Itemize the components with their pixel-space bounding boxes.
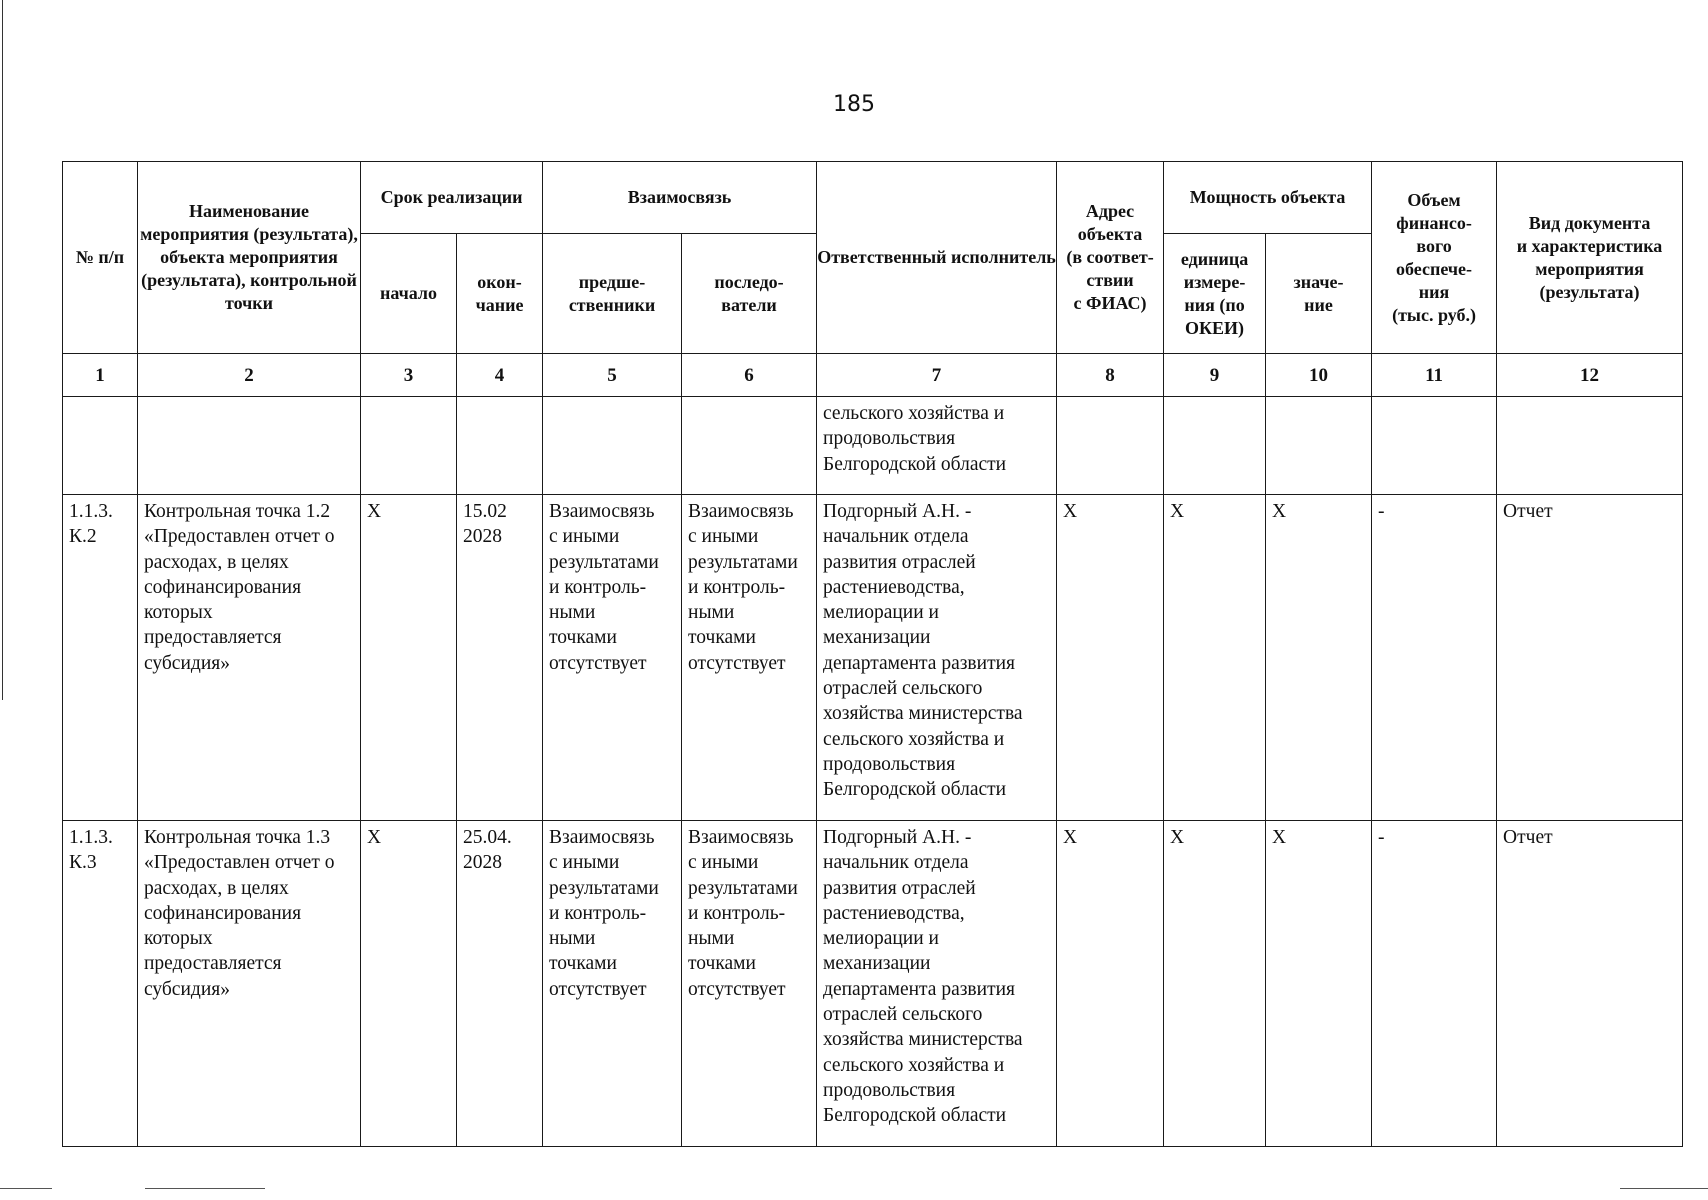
header-address: Адрес объекта (в соответ- ствии с ФИАС)	[1057, 162, 1164, 354]
cell-address: X	[1057, 495, 1164, 821]
header-successors: последо- ватели	[682, 234, 817, 354]
column-number: 7	[817, 354, 1057, 397]
header-name: Наименование мероприятия (результата), объекта мероприятия (результата), контрольной точки	[138, 162, 361, 354]
bottom-rule	[0, 1188, 52, 1189]
cell-end: 25.04. 2028	[457, 821, 543, 1147]
cell-name: Контрольная точка 1.3 «Предоставлен отчет о расходах, в целях софинансирования которых предоставляется субсидия»	[138, 821, 361, 1147]
column-number: 6	[682, 354, 817, 397]
cell-empty	[543, 397, 682, 495]
column-number: 9	[1164, 354, 1266, 397]
column-number: 11	[1372, 354, 1497, 397]
bottom-rule	[1620, 1188, 1708, 1189]
column-number: 8	[1057, 354, 1164, 397]
cell-end: 15.02 2028	[457, 495, 543, 821]
cell-document: Отчет	[1497, 821, 1683, 1147]
header-num: № п/п	[63, 162, 138, 354]
cell-value: X	[1266, 821, 1372, 1147]
header-end: окон- чание	[457, 234, 543, 354]
cell-empty	[1266, 397, 1372, 495]
column-number: 4	[457, 354, 543, 397]
cell-document: Отчет	[1497, 495, 1683, 821]
cell-finance: -	[1372, 495, 1497, 821]
cell-responsible: Подгорный А.Н. - начальник отдела развития отраслей растениеводства, мелиорации и механизации департамента развития отраслей сельского хозяйства министерства сельского хозяйства и продовольствия Белгородской области	[817, 495, 1057, 821]
cell-num: 1.1.3. К.2	[63, 495, 138, 821]
cell-empty	[1497, 397, 1683, 495]
header-value: значе- ние	[1266, 234, 1372, 354]
cell-successors: Взаимосвязь с иными результатами и контроль- ными точками отсутствует	[682, 821, 817, 1147]
cell-num: 1.1.3. К.3	[63, 821, 138, 1147]
column-number: 10	[1266, 354, 1372, 397]
cell-empty	[138, 397, 361, 495]
bottom-rule	[145, 1188, 265, 1189]
header-responsible: Ответственный исполнитель	[817, 162, 1057, 354]
cell-empty	[63, 397, 138, 495]
cell-empty	[682, 397, 817, 495]
cell-finance: -	[1372, 821, 1497, 1147]
header-term: Срок реализации	[361, 162, 543, 234]
column-number: 1	[63, 354, 138, 397]
cell-empty	[361, 397, 457, 495]
cell-responsible: Подгорный А.Н. - начальник отдела развития отраслей растениеводства, мелиорации и механизации департамента развития отраслей сельского хозяйства министерства сельского хозяйства и продовольствия Белгородской области	[817, 821, 1057, 1147]
cell-empty	[1372, 397, 1497, 495]
column-number: 3	[361, 354, 457, 397]
header-unit: единица измере- ния (по ОКЕИ)	[1164, 234, 1266, 354]
cell-predecessors: Взаимосвязь с иными результатами и контроль- ными точками отсутствует	[543, 821, 682, 1147]
page-number: 185	[833, 92, 875, 117]
cell-value: X	[1266, 495, 1372, 821]
cell-empty	[1164, 397, 1266, 495]
column-number: 5	[543, 354, 682, 397]
cell-empty	[1057, 397, 1164, 495]
cell-start: X	[361, 495, 457, 821]
header-start: начало	[361, 234, 457, 354]
cell-start: X	[361, 821, 457, 1147]
header-capacity: Мощность объекта	[1164, 162, 1372, 234]
header-predecessors: предше- ственники	[543, 234, 682, 354]
table-row	[63, 821, 1683, 1147]
header-finance: Объем финансо- вого обеспече- ния (тыс. руб.)	[1372, 162, 1497, 354]
header-document: Вид документа и характеристика мероприятия (результата)	[1497, 162, 1683, 354]
schedule-table	[62, 161, 1683, 1147]
table-row-continuation	[63, 397, 1683, 495]
cell-predecessors: Взаимосвязь с иными результатами и контроль- ными точками отсутствует	[543, 495, 682, 821]
cell-unit: X	[1164, 821, 1266, 1147]
table-row	[63, 495, 1683, 821]
header-link: Взаимосвязь	[543, 162, 817, 234]
column-number: 12	[1497, 354, 1683, 397]
cell-address: X	[1057, 821, 1164, 1147]
cell-unit: X	[1164, 495, 1266, 821]
cell-name: Контрольная точка 1.2 «Предоставлен отчет о расходах, в целях софинансирования которых предоставляется субсидия»	[138, 495, 361, 821]
cell-empty	[457, 397, 543, 495]
cell-responsible: сельского хозяйства и продовольствия Белгородской области	[817, 397, 1057, 495]
cell-successors: Взаимосвязь с иными результатами и контроль- ными точками отсутствует	[682, 495, 817, 821]
column-number: 2	[138, 354, 361, 397]
